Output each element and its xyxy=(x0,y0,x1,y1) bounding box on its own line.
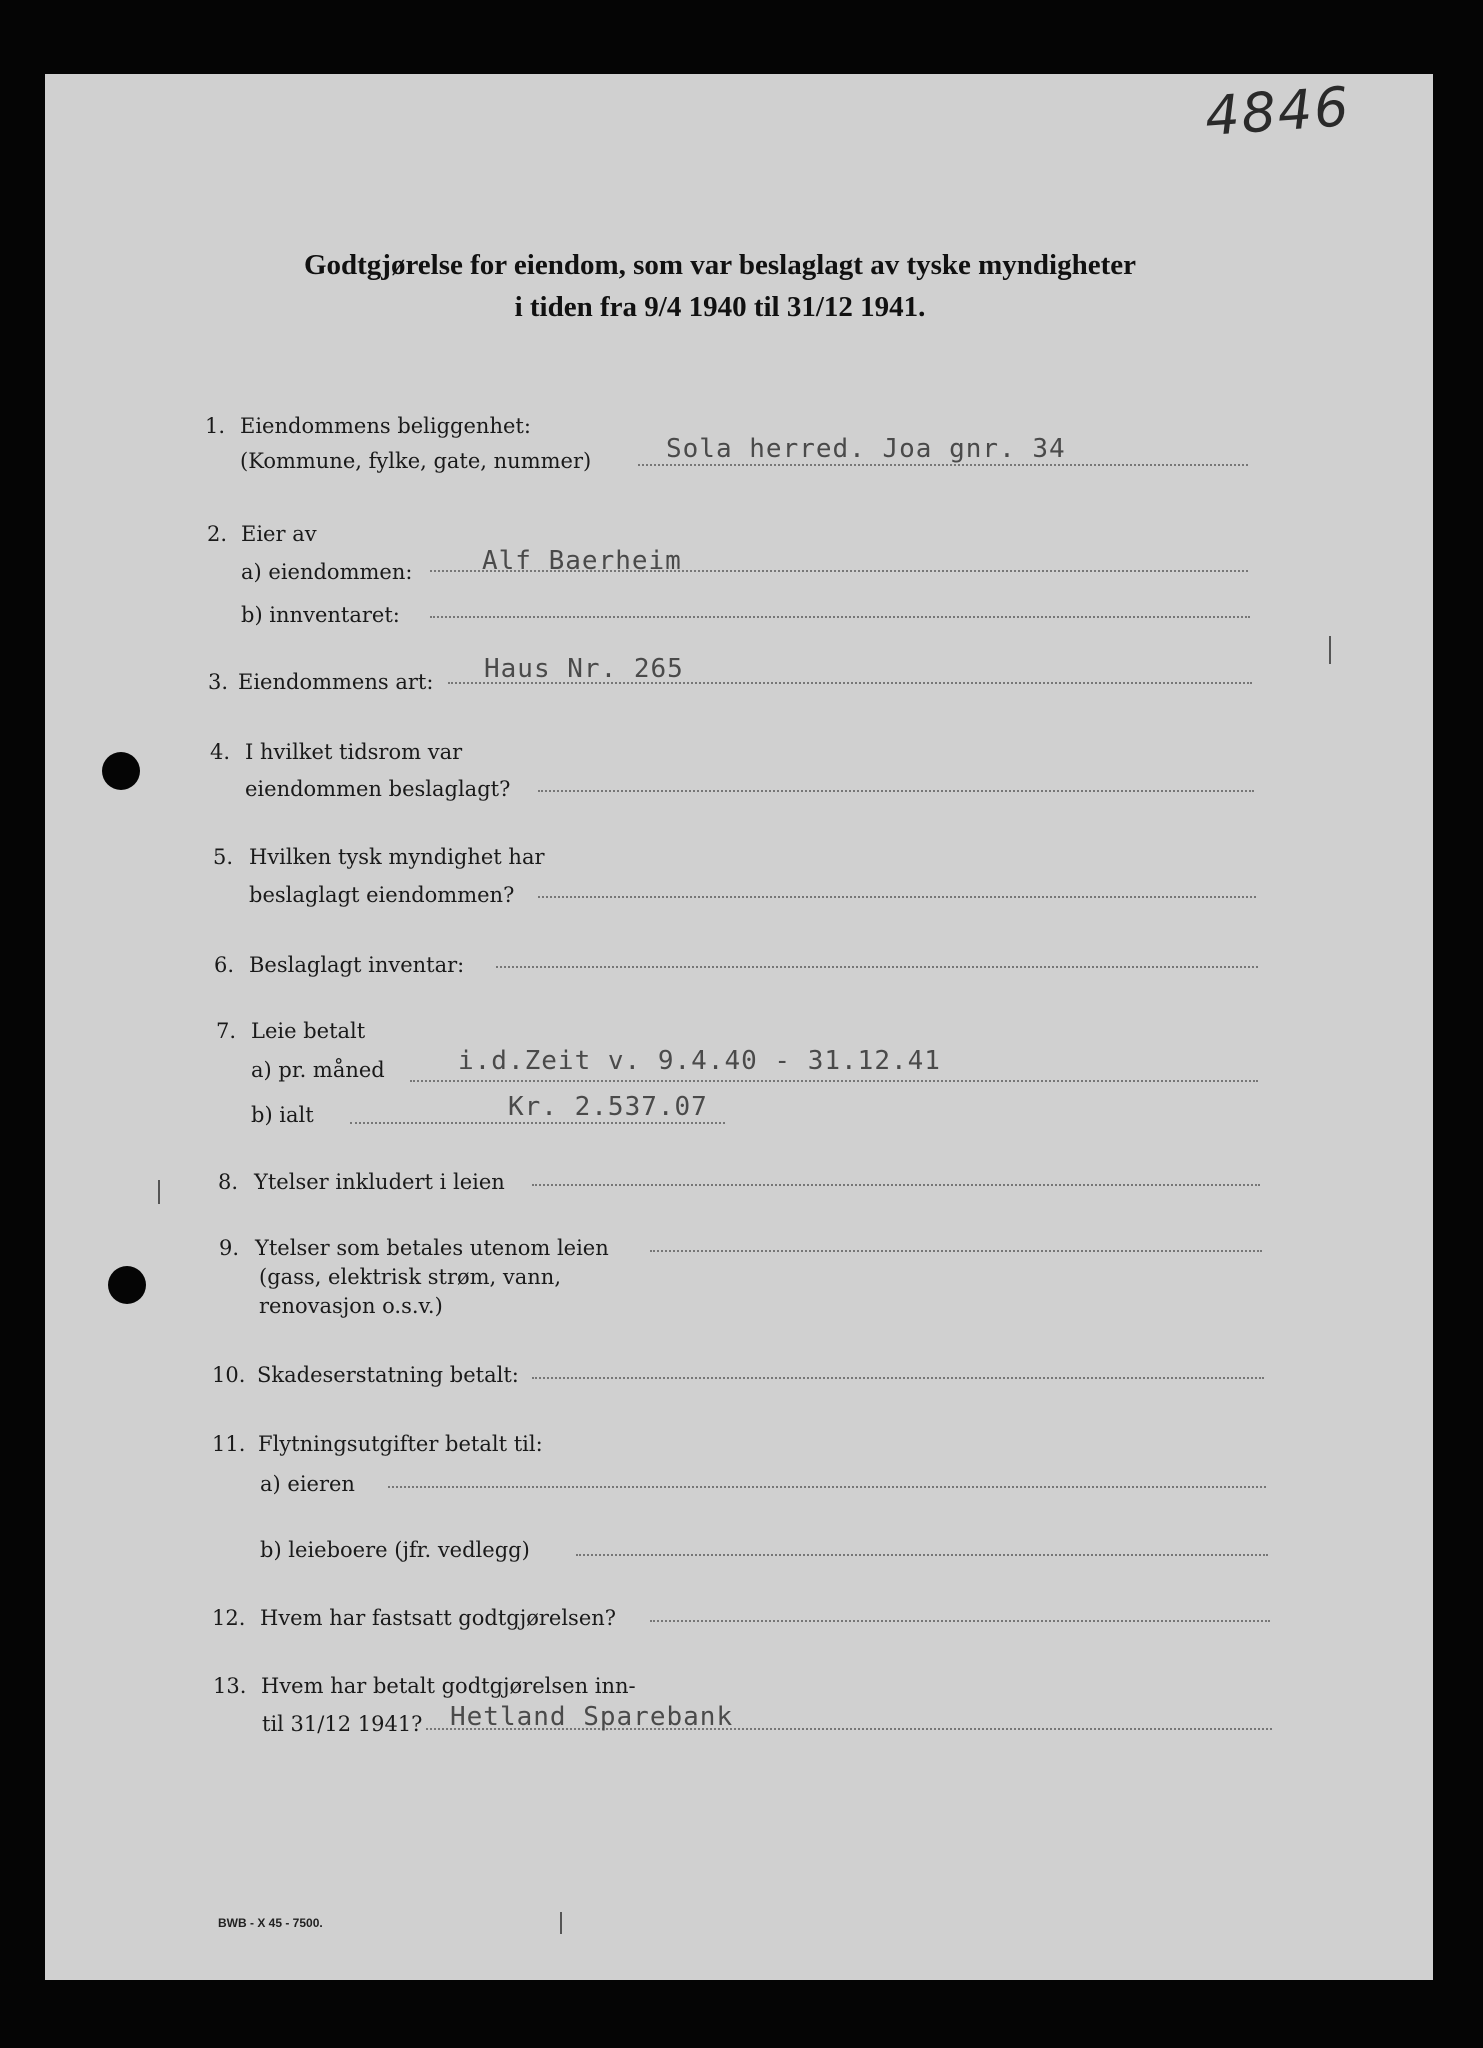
q7b-answer: Kr. 2.537.07 xyxy=(508,1092,708,1122)
title-line-1: Godtgjørelse for eiendom, som var beslaglagt av tyske myndigheter xyxy=(303,249,1137,281)
q13-number: 13. xyxy=(213,1674,247,1698)
q13-label: Hvem har betalt godtgjørelsen inn- xyxy=(261,1674,636,1698)
q6-number: 6. xyxy=(214,953,235,977)
q6-answer-line xyxy=(496,966,1258,968)
q9-answer-line xyxy=(650,1250,1262,1252)
q2-number: 2. xyxy=(207,522,228,546)
q2a-answer: Alf Baerheim xyxy=(482,546,682,576)
q2a-label: a) eiendommen: xyxy=(241,560,413,584)
q9-label: Ytelser som betales utenom leien xyxy=(255,1236,609,1260)
scan-scratch xyxy=(560,1912,562,1934)
q3-number: 3. xyxy=(208,670,229,694)
q5-label: Hvilken tysk myndighet har xyxy=(249,845,545,869)
q13-sublabel: til 31/12 1941? xyxy=(262,1712,423,1736)
q12-answer-line xyxy=(650,1620,1270,1622)
q8-label: Ytelser inkludert i leien xyxy=(254,1170,505,1194)
q12-label: Hvem har fastsatt godtgjørelsen? xyxy=(260,1606,617,1630)
q1-sublabel: (Kommune, fylke, gate, nummer) xyxy=(240,449,592,473)
form-title xyxy=(160,244,1280,328)
q2b-label: b) innventaret: xyxy=(241,603,400,627)
q3-label: Eiendommens art: xyxy=(238,670,434,694)
punch-hole-upper xyxy=(102,752,140,790)
q2b-answer-line xyxy=(430,616,1250,618)
q7a-answer: i.d.Zeit v. 9.4.40 - 31.12.41 xyxy=(458,1046,941,1076)
q8-number: 8. xyxy=(218,1170,239,1194)
q11b-label: b) leieboere (jfr. vedlegg) xyxy=(260,1538,530,1562)
q3-answer: Haus Nr. 265 xyxy=(484,654,684,684)
q6-label: Beslaglagt inventar: xyxy=(249,953,465,977)
q5-number: 5. xyxy=(213,845,234,869)
q9-sublabel-1: (gass, elektrisk strøm, vann, xyxy=(259,1265,561,1289)
q11-label: Flytningsutgifter betalt til: xyxy=(258,1432,543,1456)
q10-number: 10. xyxy=(212,1363,246,1387)
q4-number: 4. xyxy=(210,740,231,764)
q4-label: I hvilket tidsrom var xyxy=(245,740,463,764)
scan-scratch xyxy=(158,1180,160,1204)
q2-label: Eier av xyxy=(241,522,317,546)
q11b-answer-line xyxy=(576,1554,1268,1556)
q7a-answer-line xyxy=(410,1080,1258,1082)
q12-number: 12. xyxy=(212,1606,246,1630)
punch-hole-lower xyxy=(108,1266,146,1304)
q11a-label: a) eieren xyxy=(260,1472,355,1496)
q7b-answer-line xyxy=(350,1122,725,1124)
q1-answer-line xyxy=(638,464,1248,466)
q7b-label: b) ialt xyxy=(251,1103,314,1127)
print-reference: BWB - X 45 - 7500. xyxy=(218,1916,323,1930)
q8-answer-line xyxy=(532,1184,1260,1186)
q5-answer-line xyxy=(538,896,1256,898)
q9-sublabel-2: renovasjon o.s.v.) xyxy=(259,1294,443,1318)
title-line-2: i tiden fra 9/4 1940 til 31/12 1941. xyxy=(514,291,926,323)
scan-scratch xyxy=(1329,636,1331,664)
q13-answer: Hetland Sparebank xyxy=(450,1702,734,1732)
q1-number: 1. xyxy=(205,414,226,438)
q4-sublabel: eiendommen beslaglagt? xyxy=(245,777,511,801)
q11a-answer-line xyxy=(388,1486,1266,1488)
q7-number: 7. xyxy=(216,1019,237,1043)
q1-answer: Sola herred. Joa gnr. 34 xyxy=(666,434,1066,464)
q11-number: 11. xyxy=(212,1432,246,1456)
q10-answer-line xyxy=(532,1377,1264,1379)
q10-label: Skadeserstatning betalt: xyxy=(257,1363,519,1387)
q9-number: 9. xyxy=(219,1236,240,1260)
q7a-label: a) pr. måned xyxy=(251,1058,385,1082)
q5-sublabel: beslaglagt eiendommen? xyxy=(249,883,515,907)
q4-answer-line xyxy=(538,790,1254,792)
q1-label: Eiendommens beliggenhet: xyxy=(240,414,531,438)
q7-label: Leie betalt xyxy=(251,1019,366,1043)
handwritten-archive-number: 4846 xyxy=(1202,75,1353,148)
